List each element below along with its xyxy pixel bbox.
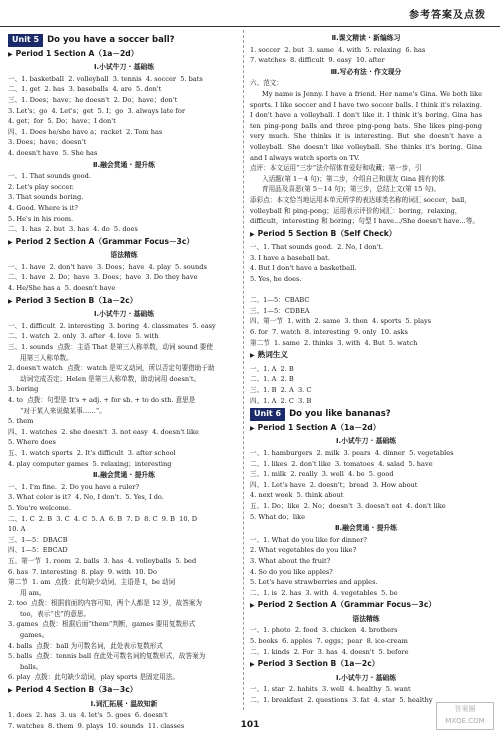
answer-line: 3. I have a baseball bat. [250, 253, 330, 262]
answer-line: 5. Yes, he does. [250, 275, 302, 284]
answer-line: 3. What color is it? 4. No, I don't. 5. Yes, I do. [8, 493, 164, 502]
unit-tag: Unit 5 [8, 34, 43, 47]
period-heading: ▶ Period 1 Section A（1a－2d） [250, 423, 482, 435]
page-number: 101 [240, 720, 260, 730]
section-heading: Ⅲ.写必有法 · 作文现分 [330, 67, 402, 76]
answer-line: 育用品及喜恶(第 5－14 句)；第三步，总结上文(第 15 句)。 [262, 185, 441, 194]
answer-line: 10. A [8, 525, 26, 534]
answer-line: 3. What about the fruit? [250, 556, 331, 565]
answer-line: 7. watches 8. difficult 9. easy 10. after [250, 56, 385, 65]
period-heading: ▶ Period 5 Section B（Self Check） [250, 229, 482, 241]
answer-line: 三、1. milk 2. really 3. well 4. be 5. good [250, 470, 394, 479]
answer-line: 四、1. Let's have 2. doesn't；bread 3. How about [250, 480, 418, 489]
unit-heading [8, 34, 240, 47]
answer-line: 1. does 2. has 3. us 4. let's 5. goes 6. doesn't [8, 711, 168, 720]
period-heading: ▶ Period 2 Section A（Grammar Focus－3c） [8, 237, 240, 249]
answer-line: 4. balls 点拨：ball 为可数名词，此处表示复数形式 [8, 641, 163, 650]
section-heading: Ⅰ.小试牛刀 · 基础练 [335, 437, 396, 446]
answer-line: 3. boring [8, 385, 39, 394]
answer-line: “对于某人来说做某事……”。 [20, 406, 106, 415]
answer-line: 5. balls 点拨：tennis ball 在此处可数名词的复数形式，故答案为 [8, 652, 206, 661]
answer-line: 5. Let's have strawberries and apples. [250, 578, 378, 587]
answer-line: 一、1. What do you like for dinner? [250, 535, 367, 544]
unit-tag: Unit 6 [250, 408, 285, 421]
answer-line: 一、1. have 2. don't have 3. Does；have 4. play 5. sounds [8, 262, 207, 271]
answer-line: 2. What vegetables do you like? [250, 546, 357, 555]
answer-line: 添彩点：本文恰当地运用本单元所学的表达球类名称的词汇 soccer，ball，volleyball 和 ping-pong；运用表示评价的词汇：boring，relaxing，difficult，interesting 和 boring；句型 I have.../She doesn't have...等。 [250, 195, 479, 226]
answer-line: 五、1. Do；like 2. No；doesn't 3. doesn't eat 4. don't like [250, 501, 446, 510]
answer-line: 一、1. That sounds good. [8, 172, 91, 181]
section-heading: Ⅰ.词汇拓展 · 温故知新 [90, 699, 158, 708]
answer-line: 三、1. B 2. A 3. C [250, 386, 312, 394]
answer-line: 2. doesn't watch 点拨：watch 是实义动词，所以否定句要借助于助 [8, 364, 215, 373]
answer-line: 第二节 1. same 2. thinks 3. with 4. But 5. watch [250, 338, 418, 347]
answer-line: 四、1. Does he/she have a；racket 2. Tom has [8, 127, 163, 136]
right-column [250, 32, 482, 706]
answer-line: 四、1. A 2. C 3. B [250, 396, 312, 405]
unit-heading [250, 408, 482, 421]
answer-line: 二、1. kinds 2. For 3. has 4. doesn't 5. before [250, 647, 409, 656]
answer-line: 四、1. watches 2. she doesn't 3. not easy 4. doesn't like [8, 427, 199, 436]
answer-line: 五、1. watch sports 2. It's difficult 3. after school [8, 448, 176, 457]
answer-line: 6. for 7. watch 8. interesting 9. only 10. asks [250, 328, 408, 337]
answer-line: 二、1. C 2. B 3. C 4. C 5. A 6. B 7. D 8. C 9. B 10. D [8, 514, 198, 523]
section-heading: Ⅱ.融会贯通 · 提升练 [335, 524, 397, 533]
answer-line: 二、1. is 2. has 3. with 4. vegetables 5. be [250, 588, 398, 597]
left-column [8, 32, 240, 731]
answer-line: 一、1. difficult 2. interesting 3. boring 4. classmates 5. easy [8, 321, 216, 330]
answer-line: 5. What do；like [250, 512, 305, 521]
answer-line: too，表示“也”的意思。 [20, 609, 91, 618]
answer-line: 5. Where does [8, 438, 56, 447]
answer-line: 5. books 6. apples 7. eggs；pear 8. ice-cream [250, 637, 408, 646]
model-essay: My name is Jenny. I have a friend. Her name's Gina. We both like sports. I like soccer and I have two soccer balls. I think it's relaxing. I don't have a volleyball. I don't like it. I think it's boring. Gina has ten ping-pong balls and three ping-pong bats. She likes ping-pong very much. She thinks it is interesting. But she doesn't have a volleyball. She doesn't like volleyball. She thinks it's boring. Gina and I always watch sports on TV. [250, 89, 482, 162]
answer-line: 一、1. hamburgers 2. milk 3. pears 4. dinner 5. vegetables [250, 448, 454, 457]
answer-line: 5. He's in his room. [8, 214, 74, 223]
period-heading: ▶ Period 3 Section B（1a－2c） [8, 296, 240, 308]
answer-line: 二、1. has 2. but 3. has 4. do 5. does [8, 225, 138, 234]
answer-line: 点评：本文运用“三步”法介绍体育爱好和收藏；第一步，引 [250, 164, 422, 173]
answer-line: 3. That sounds boring. [8, 193, 84, 202]
answer-line: 一、1. photo 2. food 3. chicken 4. brothers [250, 626, 398, 635]
answer-line: 3. games 点拨：根据后面“them”判断，games 要用复数形式 [8, 620, 196, 629]
section-heading: Ⅰ.小试牛刀 · 基础练 [93, 310, 154, 319]
period-heading: ▶ Period 3 Section B（1a－2c） [250, 659, 482, 671]
answer-line: 二、1. get 2. has 3. baseballs 4. are 5. don't [8, 85, 162, 94]
answer-line: 用第三人称单数。 [20, 353, 73, 362]
period-heading: ▶ Period 4 Section B（3a－3c） [8, 685, 240, 697]
answer-line: 三、1—5：DBACB [8, 535, 68, 544]
section-heading: Ⅰ.小试牛刀 · 基础练 [93, 63, 154, 72]
answer-line: 6. has 7. interesting 8. play 9. with 10. Do [8, 567, 157, 576]
answer-line: 4. to 点拨：句型是 It's + adj. + for sb. + to do sth. 意思是 [8, 396, 196, 404]
section-heading: 语法精练 [110, 251, 138, 260]
answer-line: 三、1. sounds 点拨：主语 That 是第三人称单数，动词 sound 要使 [8, 343, 213, 352]
answer-line: 六、范文： [250, 79, 283, 88]
section-heading: Ⅰ.小试牛刀 · 基础练 [335, 673, 396, 682]
answer-line: 5. them [8, 417, 34, 426]
answer-line: 二、1. likes 2. don't like 3. tomatoes 4. salad 5. have [250, 459, 433, 468]
period-heading: ▶ Period 2 Section A（Grammar Focus－3c） [250, 600, 482, 612]
answer-line: 二、1. breakfast 2. questions 3. fat 4. star 5. healthy [250, 696, 433, 705]
answer-line [250, 285, 482, 296]
column-divider [243, 30, 244, 710]
answer-line: 3. Let's；go 4. Let's；get 5. I；go 3. always late for [8, 106, 185, 115]
answer-line: 5. You're welcome. [8, 503, 71, 512]
left-answers [8, 49, 240, 732]
answer-line: 6. play 点拨：此句缺少动词，play sports 是固定用法。 [8, 673, 180, 682]
answer-line: 二、1. A 2. B [250, 375, 294, 384]
watermark-line1: 答案圈 [454, 705, 476, 713]
section-heading: 语法精练 [352, 614, 380, 623]
answer-line: 四、1—5：EBCAD [8, 546, 68, 555]
answer-line: 4. But I don't have a basketball. [250, 264, 357, 273]
answer-line: 五、第一节 1. room 2. balls 3. has 4. volleyballs 5. bed [8, 556, 197, 565]
section-heading: Ⅱ.课文精读 · 新编练习 [331, 34, 401, 42]
period-heading: ▶ Period 1 Section A（1a－2d） [8, 49, 240, 61]
unit-title: Do you have a soccer ball? [47, 35, 175, 45]
section-heading: Ⅱ.融会贯通 · 提升练 [93, 160, 155, 169]
header-title: 参考答案及点拨 [409, 10, 486, 21]
answer-line: 4. He/She has a 5. doesn't have [8, 284, 116, 293]
watermark-logo [436, 702, 494, 730]
answer-line: 4. play computer games 5. relaxing；interesting [8, 459, 172, 468]
section-heading: Ⅱ.融会贯通 · 提升练 [93, 471, 155, 480]
answer-line: 4. So do you like apples? [250, 567, 333, 576]
answer-line: 4. next week 5. think about [250, 491, 344, 500]
answer-line: 二、1—5：CBABC [250, 296, 310, 305]
right-answers [250, 33, 482, 706]
answer-line: 2. too 点拨：根据前面的内容可知，两个人都是 12 岁，故答案为 [8, 599, 202, 608]
answer-line: 二、1. have 2. Do；have 3. Does；have 3. Do they have [8, 273, 198, 282]
answer-line: 4. Good. Where is it? [8, 203, 78, 212]
answer-line: 三、1. Does；have；he doesn't 2. Do；have；don't [8, 95, 178, 104]
answer-line: 4. doesn't have 5. She has [8, 148, 98, 157]
answer-line: 一、1. That sounds good. 2. No, I don't. [250, 243, 384, 252]
answer-line: games。 [20, 631, 49, 640]
answer-line: 第二节 1. am 点拨：此句缺少动词，主语是 I，be 动词 [8, 578, 176, 587]
answer-line: 四、第一节 1. with 2. same 3. then 4. sports 5. plays [250, 317, 432, 326]
period-heading: ▶ 熟词生义 [250, 350, 482, 362]
answer-line: 4. get；for 5. Do；have；I don't [8, 117, 116, 126]
answer-line: 一、1. star 2. habits 3. well 4. healthy 5. want [250, 685, 411, 694]
answer-line: 用 am。 [20, 588, 46, 597]
answer-line: 二、1. watch 2. only 3. after 4. love 5. with [8, 332, 159, 341]
answer-line: 一、1. basketball 2. volleyball 3. tennis 4. soccer 5. bats [8, 74, 203, 83]
answer-line: 入话题(第 1－4 句)；第二步，介绍自己和朋友 Gina 拥有的体 [262, 174, 445, 183]
answer-line: 3. Does；have；doesn't [8, 138, 87, 147]
page-header [0, 0, 500, 27]
answer-line: 2. Let's play soccer. [8, 182, 74, 191]
answer-line: 7. watches 8. them 9. plays 10. sounds 11. classes [8, 721, 185, 730]
answer-line: 一、1. A 2. B [250, 364, 294, 373]
answer-line: 三、1—5：CDBEA [250, 306, 310, 315]
unit-title: Do you like bananas? [289, 409, 391, 420]
watermark-line2: MXQE.COM [445, 717, 485, 725]
answer-line: balls。 [20, 662, 43, 671]
answer-line: 动词完成否定；Helen 是第三人称单数，助动词用 doesn't。 [20, 374, 201, 383]
answer-line: 一、1. I'm fine. 2. Do you have a ruler? [8, 482, 139, 491]
answer-line: 1. soccer 2. but 3. same 4. with 5. relaxing 6. has [250, 45, 426, 54]
